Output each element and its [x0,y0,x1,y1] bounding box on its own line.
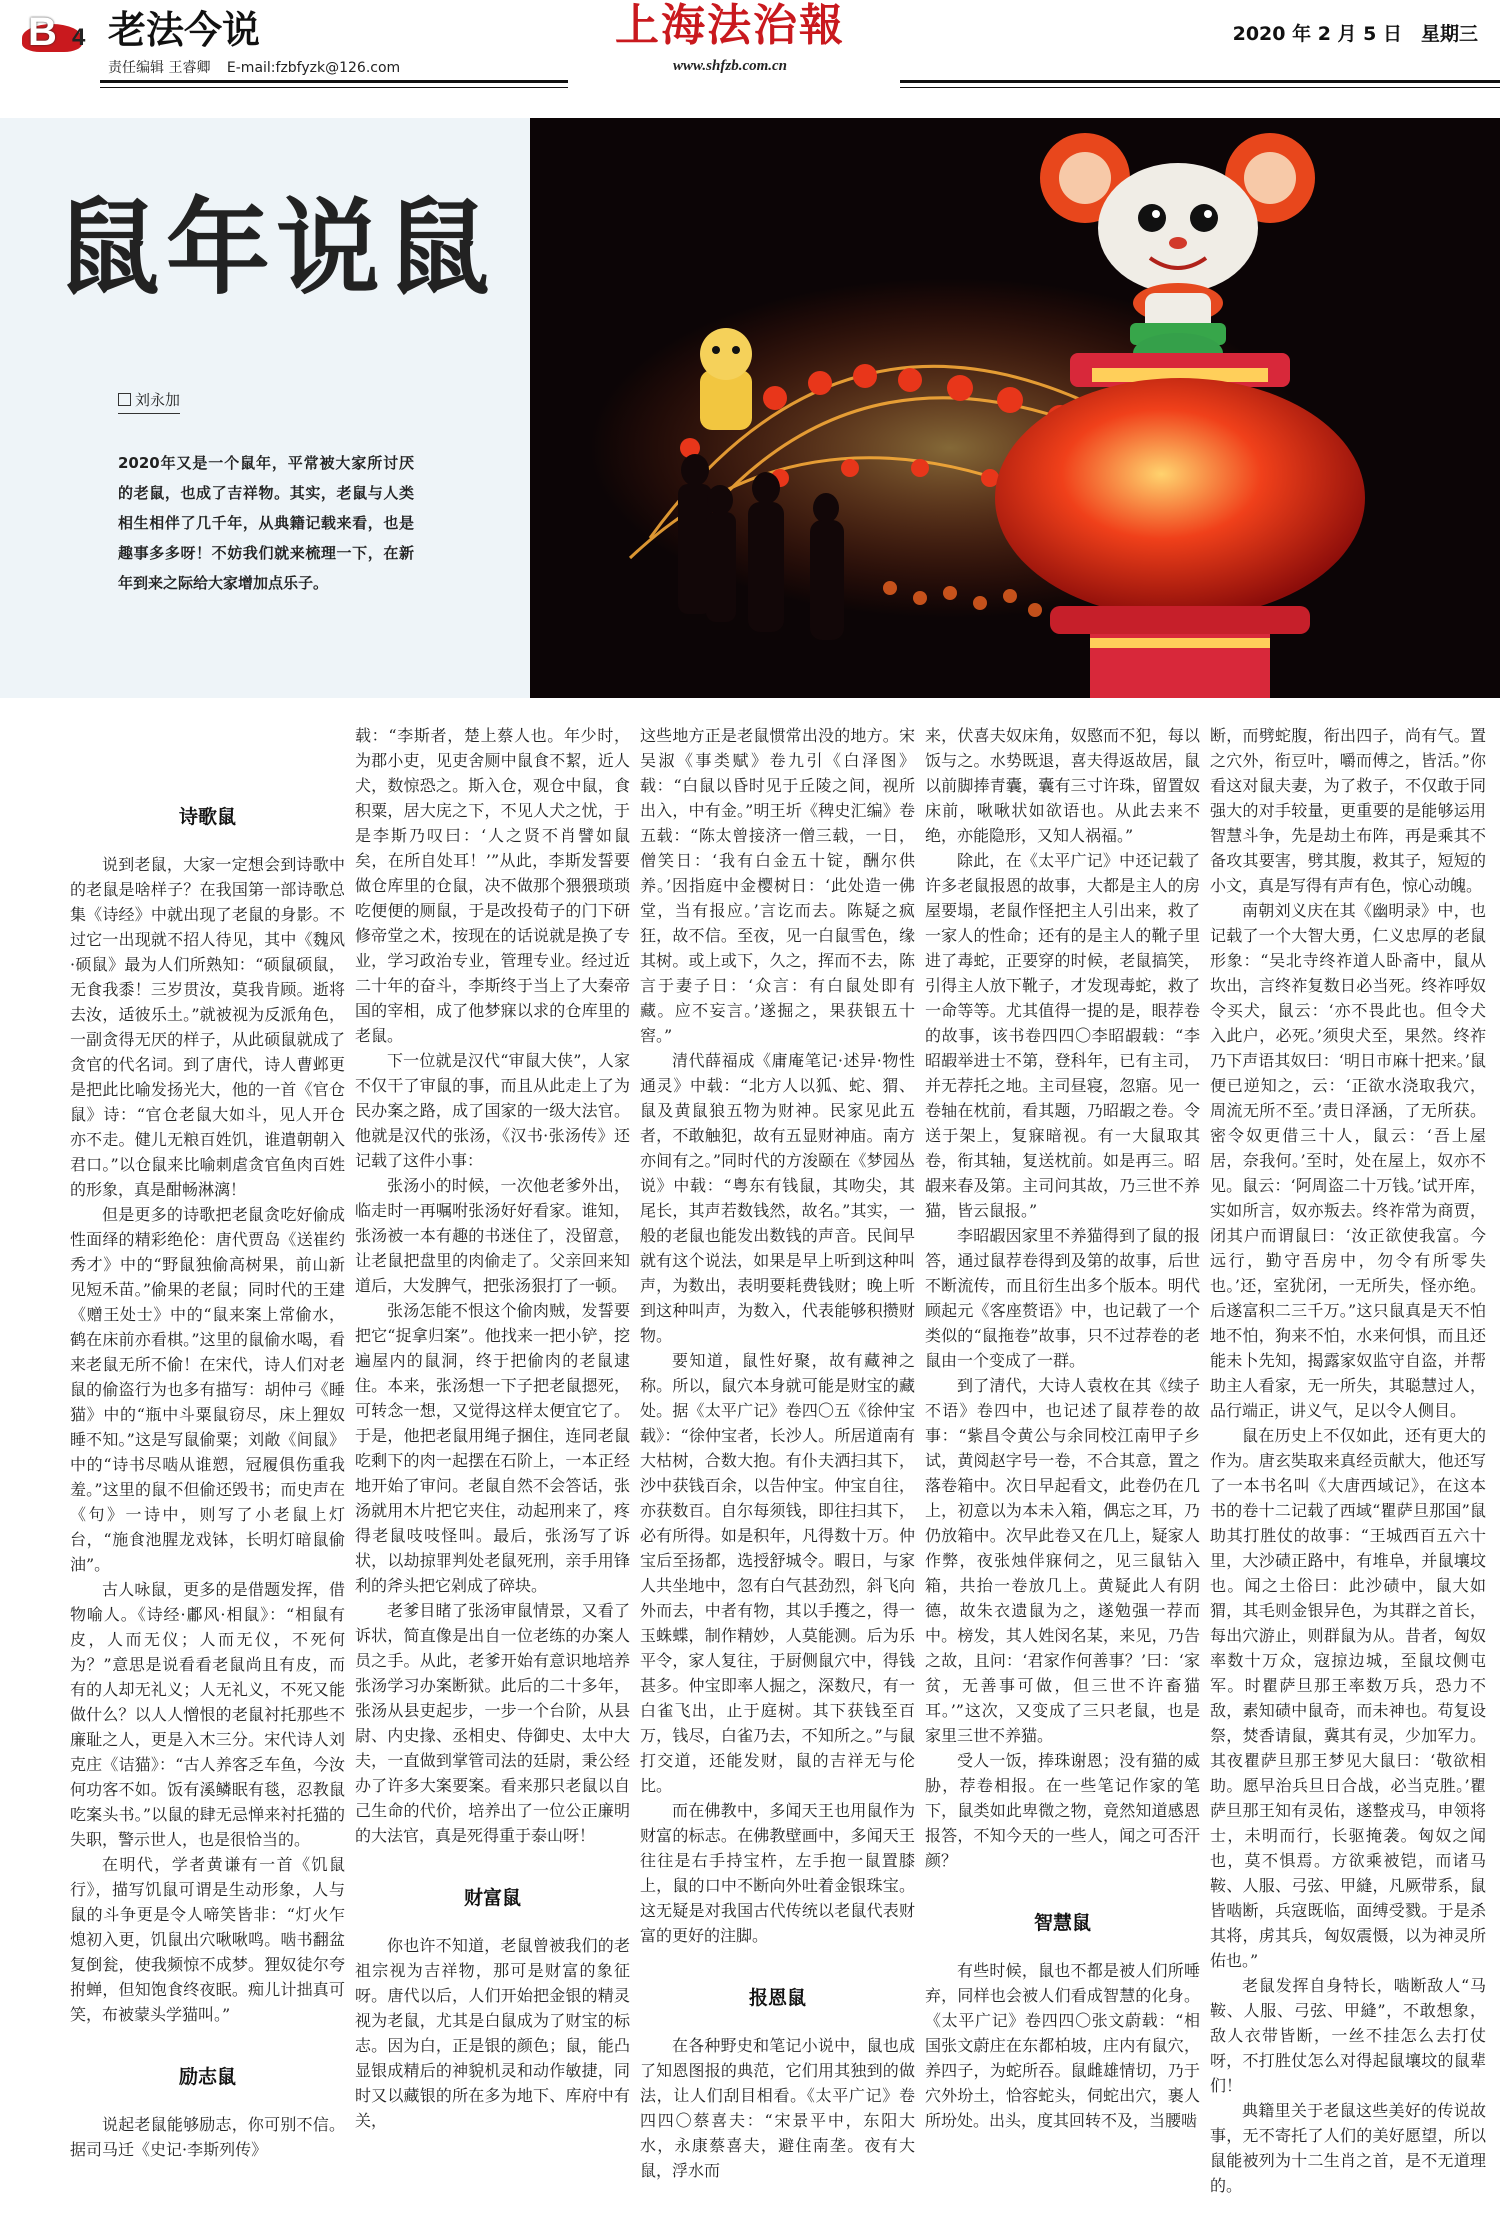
paragraph: 典籍里关于老鼠这些美好的传说故事，无不寄托了人们的美好愿望，所以鼠能被列为十二生肖之首，是不无道理的。 [1210,2101,1486,2195]
paragraph: 古人咏鼠，更多的是借题发挥，借物喻人。《诗经·鄘风·相鼠》：“相鼠有皮，人而无仪；人而无仪，不死何为？”意思是说看看老鼠尚且有皮，而有的人却无礼义；人无礼义，不死又能做什么？以人人憎恨的老鼠衬托那些不廉耻之人，更是入木三分。宋代诗人刘克庄《诘猫》：“古人养客乏车鱼，今汝何功客不如。饭有溪鳞眠有毯，忍教鼠吃案头书。”以鼠的肆无忌惮来衬托猫的失职，警示世人，也是很恰当的。 [70,1580,345,1849]
paragraph: 但是更多的诗歌把老鼠贪吃好偷成性面绎的精彩绝伦：唐代贾岛《送崔约秀才》中的“野鼠独偷高树果，前山新见短禾苗。”偷果的老鼠；同时代的王建《赠王处士》中的“鼠来案上常偷水，鹤在床前亦看棋。”这里的鼠偷水喝，看来老鼠无所不偷！在宋代，诗人们对老鼠的偷盗行为也多有描写：胡仲弓《睡猫》中的“瓶中斗粟鼠窃尽，床上狸奴睡不知。”这是写鼠偷粟；刘敞《间鼠》中的“诗书尽啮从谁愬，冠履俱伤重我羞。”这里的鼠不但偷还毁书；而史声在《句》一诗中，则写了小老鼠上灯台，“施食池腥龙戏钵，长明灯暗鼠偷油”。 [70,1205,345,1574]
header-rule-left [100,80,568,83]
paragraph: 张汤小的时候，一次他老爹外出，临走时一再嘱咐张汤好好看家。谁知，张汤被一本有趣的书迷住了，没留意，让老鼠把盘里的肉偷走了。父亲回来知道后，大发脾气，把张汤狠打了一顿。 [355,1176,630,1295]
author-name: 刘永加 [135,391,181,409]
paragraph: 下一位就是汉代“审鼠大侠”，人家不仅干了审鼠的事，而且从此走上了为民办案之路，成了国家的一级大法官。他就是汉代的张汤，《汉书·张汤传》还记载了这件小事： [355,1051,630,1170]
paragraph: 有些时候，鼠也不都是被人们所唾弃，同样也会被人们看成智慧的化身。《太平广记》卷四四〇张文蔚载：“相国张文蔚庄在东都柏坡，庄内有鼠穴，养四子，为蛇所吞。鼠雌雄情切，乃于穴外坋土，恰容蛇头，伺蛇出穴，裹人所坋处。出头，度其回转不及，当腰啮 [925,1961,1200,2130]
paragraph: 说起老鼠能够励志，你可别不信。据司马迁《史记·李斯列传》 [70,2115,345,2159]
byline-box-icon [118,393,131,406]
column-4 [925,723,1200,2223]
lantern-festival-image [530,118,1500,698]
headline-panel [0,118,530,698]
page-header [0,0,1500,112]
editor-line [108,58,400,78]
byline [118,390,180,414]
paragraph: 李昭嘏因家里不养猫得到了鼠的报答，通过鼠荐卷得到及第的故事，后世不断流传，而且衍生出多个版本。明代顾起元《客座赘语》中，也记载了一个类似的“鼠拖卷”故事，只不过荐卷的老鼠由一个变成了一群。 [925,1226,1200,1370]
header-rule-right [900,80,1500,83]
paragraph: 载：“李斯者，楚上蔡人也。年少时，为郡小吏，见吏舍厕中鼠食不絜，近人犬，数惊恐之。斯入仓，观仓中鼠，食积粟，居大庑之下，不见人犬之忧，于是李斯乃叹曰：‘人之贤不肖譬如鼠矣，在所自处耳！’”从此，李斯发誓要做仓库里的仓鼠，决不做那个猥猥琐琐吃便便的厕鼠，于是改投荀子的门下研修帝堂之术，按现在的话说就是换了专业，学习政治专业，管理专业。经过近二十年的奋斗，李斯终于当上了大秦帝国的宰相，成了他梦寐以求的仓库里的老鼠。 [355,726,630,1045]
editors: 责任编辑 王睿卿 [108,60,211,76]
page-letter: B [28,10,57,54]
subhead-grateful-rat: 报恩鼠 [748,1987,806,2009]
lede-paragraph: 2020年又是一个鼠年，平常被大家所讨厌的老鼠，也成了吉祥物。其实，老鼠与人类相生相伴了几千年，从典籍记载来看，也是趣事多多呀！不妨我们就来梳理一下，在新年到来之际给大家增加点乐子。 [118,454,414,592]
header-rule-left-thin [100,87,568,88]
paragraph: 鼠在历史上不仅如此，还有更大的作为。唐玄奘取来真经贡献大，他还写了一本书名叫《大唐西域记》，在这本书的卷十二记载了西域“瞿萨旦那国”鼠助其打胜仗的故事：“王城西百五六十里，大沙碛正路中，有堆阜，并鼠壤坟也。闻之土俗曰：此沙碛中，鼠大如猬，其毛则金银异色，为其群之首长，每出穴游止，则群鼠为从。昔者，匈奴率数十万众，寇掠边城，至鼠坟侧屯军。时瞿萨旦那王率数万兵，恐力不敌，素知碛中鼠奇，而未神也。苟复设祭，焚香请鼠，冀其有灵，少加军力。其夜瞿萨旦那王梦见大鼠曰：‘敬欲相助。愿早治兵旦日合战，必当克胜。’瞿萨旦那王知有灵佑，遂整戎马，申领将士，未明而行，长驱掩袭。匈奴之闻也，莫不惧焉。方欲乘被铠，而诸马鞍、人服、弓弦、甲縫，凡厥带系，鼠皆啮断，兵寇既临，面缚受戮。于是杀其将，虏其兵，匈奴震慑，以为神灵所佑也。” [1210,1426,1486,1970]
paragraph: 这些地方正是老鼠惯常出没的地方。宋吴淑《事类赋》卷九引《白泽图》载：“白鼠以昏时见于丘陵之间，视所出入，中有金。”明王圻《稗史汇编》卷五载：“陈太曾接济一僧三载，一日，僧笑日：‘我有白金五十锭，酬尔供养。’因指庭中金樱树日：‘此处造一佛堂，当有报应。’言讫而去。陈疑之疯狂，故不信。至夜，见一白鼠雪色，缘其树。或上或下，久之，挥而不去，陈言于妻子日：‘众言：有白鼠处即有藏。应不妄言。’遂掘之，果获银五十窖。” [640,726,915,1045]
paragraph: 张汤怎能不恨这个偷肉贼，发誓要把它“捉拿归案”。他找来一把小铲，挖遍屋内的鼠洞，终于把偷肉的老鼠逮住。本来，张汤想一下子把老鼠摁死，可转念一想，又觉得这样太便宜它了。于是，他把老鼠用绳子捆住，连同老鼠吃剩下的肉一起摆在石阶上，一本正经地开始了审问。老鼠自然不会答话，张汤就用木片把它夹住，动起刑来了，疼得老鼠吱吱怪叫。最后，张汤写了诉状，以劫掠罪判处老鼠死刑，亲手用锋利的斧头把它剁成了碎块。 [355,1301,630,1595]
paragraph: 在各种野史和笔记小说中，鼠也成了知恩图报的典范，它们用其独到的做法，让人们刮目相看。《太平广记》卷四四〇蔡喜夫：“宋景平中，东阳大水，永康蔡喜夫，避住南垄。夜有大鼠，浮水而 [640,2036,915,2180]
paragraph: 来，伏喜夫奴床角，奴愍而不犯，每以饭与之。水势既退，喜夫得返故居，鼠以前脚捧青囊，囊有三寸许珠，留置奴床前，啾啾状如欲语也。从此去来不绝，亦能隐形，又知人祸福。” [925,726,1200,845]
paragraph: 除此，在《太平广记》中还记载了许多老鼠报恩的故事，大都是主人的房屋要塌，老鼠作怪把主人引出来，救了一家人的性命；还有的是主人的靴子里进了毒蛇，正要穿的时候，老鼠搞笑，引得主人放下靴子，才发现毒蛇，救了一命等等。尤其值得一提的是，眼荐卷的故事，该书卷四四〇李昭嘏载：“李昭嘏举进士不第，登科年，已有主司，并无荐托之地。主司昼寝，忽寤。见一卷轴在枕前，看其题，乃昭嘏之卷。令送于架上，复寐暗视。有一大鼠取其卷，衔其轴，复送枕前。如是再三。昭嘏来春及第。主司问其故，乃三世不养猫，皆云鼠报。” [925,851,1200,1220]
paragraph: 要知道，鼠性好聚，故有藏神之称。所以，鼠穴本身就可能是财宝的藏处。据《太平广记》卷四〇五《徐仲宝载》：“徐仲宝者，长沙人。所居道南有大枯树，合数大抱。有仆夫洒扫其下，沙中获钱百余，以告仲宝。仲宝自往，亦获数百。自尔每须钱，即往扫其下，必有所得。如是积年，凡得数十万。仲宝后至扬都，选授舒城令。暇日，与家人共坐地中，忽有白气甚劲烈，斜飞向外而去，中者有物，其以手擭之，得一玉蛛蝶，制作精妙，人莫能测。后为乐平令，家人复往，于厨侧鼠穴中，得钱甚多。仲宝即率人掘之，深数尺，有一白雀飞出，止于庭树。其下获钱至百万，钱尽，白雀乃去，不知所之。”与鼠打交道，还能发财，鼠的吉祥无与伦比。 [640,1351,915,1795]
article-title: 鼠年说鼠 [56,187,497,309]
column-2 [355,723,630,2223]
column-1 [70,723,345,2223]
paragraph: 老鼠发挥自身特长，啮断敌人“马鞍、人服、弓弦、甲縫”，不敢想象，敌人衣带皆断，一丝不挂怎么去打仗呀，不打胜仗怎么对得起鼠壤坟的鼠辈们！ [1210,1976,1486,2095]
paragraph: 在明代，学者黄谦有一首《饥鼠行》，描写饥鼠可谓是生动形象，人与鼠的斗争更是令人啼笑皆非：“灯火乍熄初入更，饥鼠出穴啾啾鸣。啮书翻盆复倒瓮，使我频惊不成梦。狸奴徒尔夸拊蝉，但知饱食终夜眠。痴儿计拙真可笑，布被蒙头学猫叫。” [70,1855,345,2024]
subhead-inspiring-rat: 励志鼠 [178,2066,236,2088]
issue-date: 2020 年 2 月 5 日 星期三 [1232,23,1478,45]
paragraph: 说到老鼠，大家一定想会到诗歌中的老鼠是啥样子？在我国第一部诗歌总集《诗经》中就出现了老鼠的身影。不过它一出现就不招人待见，其中《魏风·硕鼠》最为人们所熟知：“硕鼠硕鼠，无食我黍！三岁贯汝，莫我肯顾。逝将去汝，适彼乐土。”就被视为反派角色，一副贪得无厌的样子，从此硕鼠就成了贪官的代名词。到了唐代，诗人曹邺更是把此比喻发扬光大，他的一首《官仓鼠》诗：“官仓老鼠大如斗，见人开仓亦不走。健儿无粮百姓饥，谁遣朝朝入君口。”以仓鼠来比喻刺虐贪官鱼肉百姓的形象，真是酣畅淋漓！ [70,855,345,1199]
paragraph: 受人一饭，捧珠谢恩；没有猫的威胁，荐卷相报。在一些笔记作家的笔下，鼠类如此卑微之物，竟然知道感恩报答，不知今天的一些人，闻之可否汗颜？ [925,1751,1200,1870]
paragraph: 断，而劈蛇腹，衔出四子，尚有气。置之穴外，衔豆叶，嚼而傅之，皆活。”你看这对鼠夫妻，为了救子，不仅敢于同强大的对手较量，更重要的是能够运用智慧斗争，先是劫土布阵，再是乘其不备攻其要害，劈其腹，救其子，短短的小文，真是写得有声有色，惊心动魄。 [1210,726,1486,895]
section-title: 老法今说 [108,8,261,52]
paragraph: 到了清代，大诗人袁枚在其《续子不语》卷四中，也记述了鼠荐卷的故事：“紫昌令黄公与余同校江南甲子乡试，黄阅赵字号一卷，不合其意，置之落卷箱中。次日早起看文，此卷仍在几上，初意以为本未入箱，偶忘之耳，乃仍放箱中。次早此卷又在几上，疑家人作弊，夜张烛伴寐伺之，见三鼠钻入箱，共抬一卷放几上。黄疑此人有阴德，故朱衣遗鼠为之，遂勉强一荐而中。榜发，其人姓闵名某，来见，乃告之故，且问：‘君家作何善事？’曰：‘家贫，无善事可做，但三世不许畜猫耳。’”这次，又变成了三只老鼠，也是家里三世不养猫。 [925,1376,1200,1745]
paragraph: 而在佛教中，多闻天王也用鼠作为财富的标志。在佛教壁画中，多闻天王往往是右手持宝杵，左手抱一鼠置膝上，鼠的口中不断向外吐着金银珠宝。这无疑是对我国古代传统以老鼠代表财富的更好的注脚。 [640,1801,915,1945]
tiger-lantern [700,328,752,430]
paragraph: 南朝刘义庆在其《幽明录》中，也记载了一个大智大勇，仁义忠厚的老鼠形象：“吴北寺终祚道人卧斋中，鼠从坎出，言终祚复数日必当死。终祚呼奴令买犬，鼠云：‘亦不畏此也。但令犬入此户，必死。’须臾犬至，果然。终祚乃下声语其奴曰：‘明日市麻十把来。’鼠便已逆知之，云：‘正欲水浇取我穴，周流无所不至。’责日泽涵，了无所获。密令奴更借三十人，鼠云：‘吾上屋居，奈我何。’至时，处在屋上，奴亦不见。鼠云：‘阿周盗二十万钱。’试开库，实如所言，奴亦叛去。终祚常为商贾，闭其户而谓鼠曰：‘汝正欲使我富。今远行，勤守吾房中，勿令有所零失也。’还，室犹闭，一无所失，怪亦绝。后遂富积二三千万。”这只鼠真是天不怕地不怕，狗来不怕，水来何惧，而且还能未卜先知，揭露家奴监守自盗，并帮助主人看家，无一所失，其聪慧过人，品行端正，讲义气，足以令人侧目。 [1210,901,1486,1420]
subhead-wealth-rat: 财富鼠 [463,1887,521,1909]
lantern-photo [530,118,1500,698]
subhead-poetry-rat: 诗歌鼠 [178,806,236,828]
subhead-wise-rat: 智慧鼠 [1033,1912,1091,1934]
paragraph: 老爹目睹了张汤审鼠情景，又看了诉状，简直像是出自一位老练的办案人员之手。从此，老爹开始有意识地培养张汤学习办案断狱。此后的二十多年，张汤从县吏起步，一步一个台阶，从县尉、内史掾、丞相史、侍御史、太中大夫，一直做到掌管司法的廷尉，秉公经办了许多大案要案。看来那只老鼠以自己生命的代价，培养出了一位公正廉明的大法官，真是死得重于泰山呀！ [355,1601,630,1845]
newspaper-masthead: 上海法治報 [615,0,845,51]
article-body [70,723,1500,2223]
paragraph: 清代薛福成《庸庵笔记·述异·物性通灵》中载：“北方人以狐、蛇、猬、鼠及黄鼠狼五物为财神。民家见此五者，不敢触犯，故有五显财神庙。南方亦间有之。”同时代的方浚颐在《梦园丛说》中载：“粤东有钱鼠，其吻尖，其尾长，其声若数钱然，故名。”其实，一般的老鼠也能发出数钱的声音。民间早就有这个说法，如果是早上听到这种叫声，为数出，表明要耗费钱财；晚上听到这种叫声，为数入，代表能够积攒财物。 [640,1051,915,1345]
feature-block [0,118,1500,698]
column-5 [1210,723,1486,2223]
page-num: 4 [72,24,86,51]
column-3 [640,723,915,2223]
website-url: www.shfzb.com.cn [672,58,788,74]
header-rule-right-thin [900,87,1500,88]
editor-email: E-mail:fzbfyzk@126.com [226,60,401,76]
page-number-badge [22,10,86,54]
paragraph: 你也许不知道，老鼠曾被我们的老祖宗视为吉祥物，那可是财富的象征呀。唐代以后，人们开始把金银的精灵视为老鼠，尤其是白鼠成为了财宝的标志。因为白，正是银的颜色；鼠，能凸显银成精后的神貌机灵和动作敏捷，同时又以藏银的所在多为地下、库府中有关， [355,1936,630,2130]
